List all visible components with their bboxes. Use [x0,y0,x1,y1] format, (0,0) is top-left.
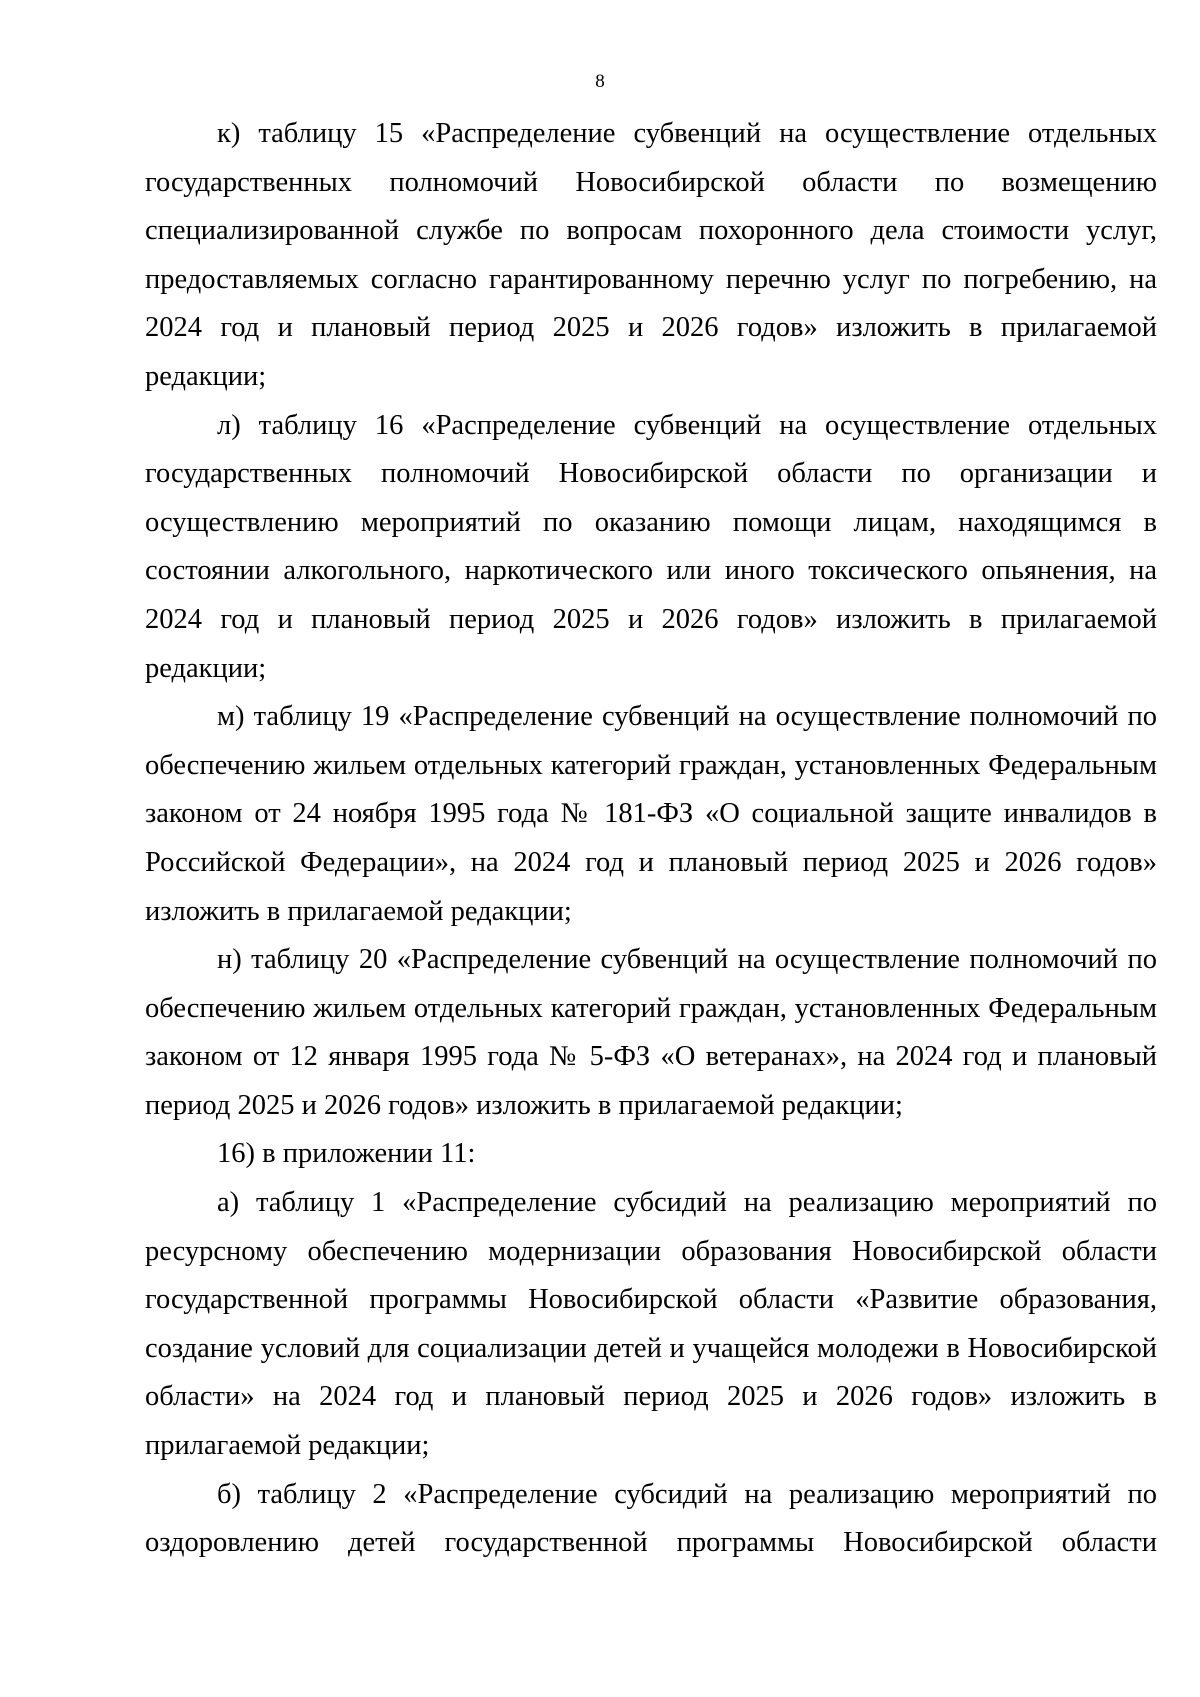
paragraph-m-table-19: м) таблицу 19 «Распределение субвенций на осуществление полномочий по обеспечению жильем отдельных категорий граждан, установленных Федеральным законом от 24 ноября 1995 года № 181-ФЗ «О социальной защите инвалидов в Российской Федерации», на 2024 год и плановый период 2025 и 2026 годов» изложить в прилагаемой редакции; [145,701,1157,927]
document-body [145,110,1157,1568]
paragraph-16-appendix-11: 16) в приложении 11: [217,1138,476,1170]
paragraph-a-table-1: а) таблицу 1 «Распределение субсидий на реализацию мероприятий по ресурсному обеспечению модернизации образования Новосибирской области государственной программы Новосибирской области «Развитие образования, создание условий для социализации детей и учащейся молодежи в Новосибирской области» на 2024 год и плановый период 2025 и 2026 годов» изложить в прилагаемой редакции; [145,1187,1157,1462]
paragraph-k-table-15: к) таблицу 15 «Распределение субвенций на осуществление отдельных государственных полномочий Новосибирской области по возмещению специализированной службе по вопросам похоронного дела стоимости услуг, предоставляемых согласно гарантированному перечню услуг по погребению, на 2024 год и плановый период 2025 и 2026 годов» изложить в прилагаемой редакции; [145,118,1157,392]
paragraph-l-table-16: л) таблицу 16 «Распределение субвенций на осуществление отдельных государственных полномочий Новосибирской области по организации и осуществлению мероприятий по оказанию помощи лицам, находящимся в состоянии алкогольного, наркотического или иного токсического опьянения, на 2024 год и плановый период 2025 и 2026 годов» изложить в прилагаемой редакции; [145,409,1157,684]
paragraph-b-table-2: б) таблицу 2 «Распределение субсидий на реализацию мероприятий по оздоровлению детей государственной программы Новосибирской области [145,1478,1157,1559]
paragraph-n-table-20: н) таблицу 20 «Распределение субвенций на осуществление полномочий по обеспечению жильем отдельных категорий граждан, установленных Федеральным законом от 12 января 1995 года № 5-ФЗ «О ветеранах», на 2024 год и плановый период 2025 и 2026 годов» изложить в прилагаемой редакции; [145,944,1157,1121]
page-number: 8 [595,71,605,92]
